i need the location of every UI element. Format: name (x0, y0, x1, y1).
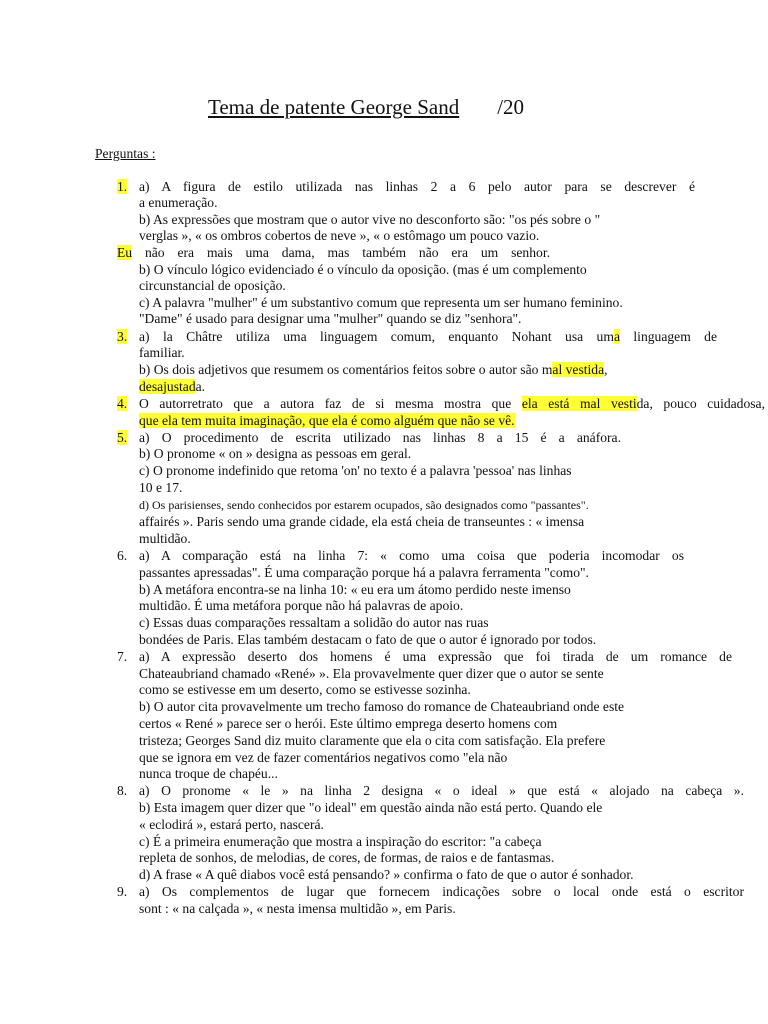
q4-highlight-2: que ela tem muita imaginação, que ela é como alguém que não se vê. (139, 413, 515, 428)
q8-answer-c-line1: c) É a primeira enumeração que mostra a inspiração do escritor: "a cabeça (139, 834, 542, 849)
q3-answer-a-line1 (139, 329, 717, 345)
q5-answer-e-line2: multidão. (139, 531, 191, 546)
q8-answer-b-line1: b) Esta imagem quer dizer que "o ideal" em questão ainda não está perto. Quando ele (139, 800, 603, 815)
q6-answer-a-line1: a) A comparação está na linha 7: « como uma coisa que poderia incomodar os (139, 548, 684, 563)
q1-answer-a-line2: a enumeração. (139, 195, 218, 210)
q4-answer-line1 (139, 396, 765, 412)
q8-answer-d: d) A frase « A quê diabos você está pensando? » confirma o fato de que o autor é sonhador. (139, 867, 634, 882)
q6-answer-c-line2: bondées de Paris. Elas também destacam o fato de que o autor é ignorado por todos. (139, 632, 597, 647)
q5-answer-c-line2: 10 e 17. (139, 480, 183, 495)
q8-answer-a: a) O pronome « le » na linha 2 designa « o ideal » que está « alojado na cabeça ». (139, 783, 744, 798)
q3-answer-a-line2: familiar. (139, 345, 185, 360)
question-number-3-text: 3. (117, 329, 128, 344)
q8-answer-b-line2: « eclodirá », estará perto, nascerá. (139, 817, 324, 832)
question-number-1 (117, 179, 127, 195)
question-number-3 (117, 329, 127, 345)
q2-lead-highlight: Eu (117, 245, 133, 260)
q4-text-1: O autorretrato que a autora faz de si mesma mostra que (139, 396, 522, 411)
q6-answer-b-line1: b) A metáfora encontra-se na linha 10: « eu era um átomo perdido neste imenso (139, 582, 571, 597)
q2-answer-b-line2: circunstancial de oposição. (139, 278, 286, 293)
q6-answer-a-line2: passantes apressadas". É uma comparação porque há a palavra ferramenta "como". (139, 565, 589, 580)
q7-answer-a-line3: como se estivesse em um deserto, como se estivesse sozinha. (139, 682, 471, 697)
q3-b-text-1: b) Os dois adjetivos que resumem os comentários feitos sobre o autor são m (139, 362, 553, 377)
q4-highlight-1: ela está mal vesti (521, 396, 637, 411)
q2-lead-line (117, 245, 550, 261)
q5-answer-b: b) O pronome « on » designa as pessoas em geral. (139, 446, 412, 461)
q4-text-2: da, pouco cuidadosa, (636, 396, 765, 411)
q7-answer-a-line2: Chateaubriand chamado «René» ». Ela provavelmente quer dizer que o autor se sente (139, 666, 604, 681)
question-number-4 (117, 396, 127, 412)
q3-answer-b-line2 (139, 379, 205, 395)
q8-answer-c-line2: repleta de sonhos, de melodias, de cores, de formas, de raios e de fantasmas. (139, 850, 555, 865)
q6-answer-c-line1: c) Essas duas comparações ressaltam a solidão do autor nas ruas (139, 615, 489, 630)
question-number-8: 8. (117, 783, 128, 798)
q4-answer-line2 (139, 413, 515, 429)
q3-a-text-1: a) la Châtre utiliza uma linguagem comum, enquanto Nohant usa um (139, 329, 614, 344)
q2-lead-rest: não era mais uma dama, mas também não era um senhor. (132, 245, 550, 260)
q1-answer-b-line2: verglas », « os ombros cobertos de neve », « o estômago um pouco vazio. (139, 228, 540, 243)
q7-answer-a-line1: a) A expressão deserto dos homens é uma expressão que foi tirada de um romance de (139, 649, 732, 664)
q1-answer-a-line1: a) A figura de estilo utilizada nas linhas 2 a 6 pelo autor para se descrever é (139, 179, 695, 194)
question-number-5 (117, 430, 127, 446)
q3-b2-text: a. (195, 379, 206, 394)
section-heading: Perguntas : (95, 146, 156, 161)
score-label: /20 (497, 95, 525, 119)
question-number-1-text: 1. (117, 179, 128, 194)
q9-answer-a-line2: sont : « na calçada », « nesta imensa multidão », em Paris. (139, 901, 456, 916)
q2-answer-c-line2: "Dame" é usado para designar uma "mulher" quando se diz "senhora". (139, 311, 522, 326)
q7-answer-b-line3: tristeza; Georges Sand diz muito claramente que ela o cita com satisfação. Ela prefere (139, 733, 606, 748)
q3-a-text-2: linguagem de (619, 329, 718, 344)
q2-answer-c-line1: c) A palavra "mulher" é um substantivo comum que representa um ser humano feminino. (139, 295, 623, 310)
q5-answer-e-line1: affairés ». Paris sendo uma grande cidade, ela está cheia de transeuntes : « imensa (139, 514, 585, 529)
question-number-9: 9. (117, 884, 128, 899)
q2-answer-b-line1: b) O vínculo lógico evidenciado é o vínculo da oposição. (mas é um complemento (139, 262, 587, 277)
q5-answer-c-line1: c) O pronome indefinido que retoma 'on' no texto é a palavra 'pessoa' nas linhas (139, 463, 572, 478)
q3-answer-b-line1 (139, 362, 608, 378)
q9-answer-a-line1: a) Os complementos de lugar que fornecem indicações sobre o local onde está o escritor (139, 884, 744, 899)
q5-answer-a: a) O procedimento de escrita utilizado nas linhas 8 a 15 é a anáfora. (139, 430, 621, 445)
question-number-6: 6. (117, 548, 128, 563)
q7-answer-b-line5: nunca troque de chapéu... (139, 766, 278, 781)
q5-answer-d: d) Os parisienses, sendo conhecidos por estarem ocupados, são designados como "passantes". (139, 498, 589, 512)
q7-answer-b-line2: certos « René » parece ser o herói. Este último emprega deserto homens com (139, 716, 558, 731)
document-title (208, 94, 524, 120)
q3-b2-highlight: desajustad (139, 379, 196, 394)
q3-b-highlight: al vestida (552, 362, 605, 377)
question-number-5-text: 5. (117, 430, 128, 445)
q7-answer-b-line4: que se ignora em vez de fazer comentários negativos como "ela não (139, 750, 508, 765)
q3-a-highlight: a (613, 329, 620, 344)
q3-b-text-2: , (604, 362, 608, 377)
q7-answer-b-line1: b) O autor cita provavelmente um trecho famoso do romance de Chateaubriand onde este (139, 699, 625, 714)
q1-answer-b-line1: b) As expressões que mostram que o autor vive no desconforto são: "os pés sobre o " (139, 212, 601, 227)
title-text: Tema de patente George Sand (208, 95, 460, 119)
q6-answer-b-line2: multidão. É uma metáfora porque não há palavras de apoio. (139, 598, 464, 613)
question-number-4-text: 4. (117, 396, 128, 411)
question-number-7: 7. (117, 649, 128, 664)
